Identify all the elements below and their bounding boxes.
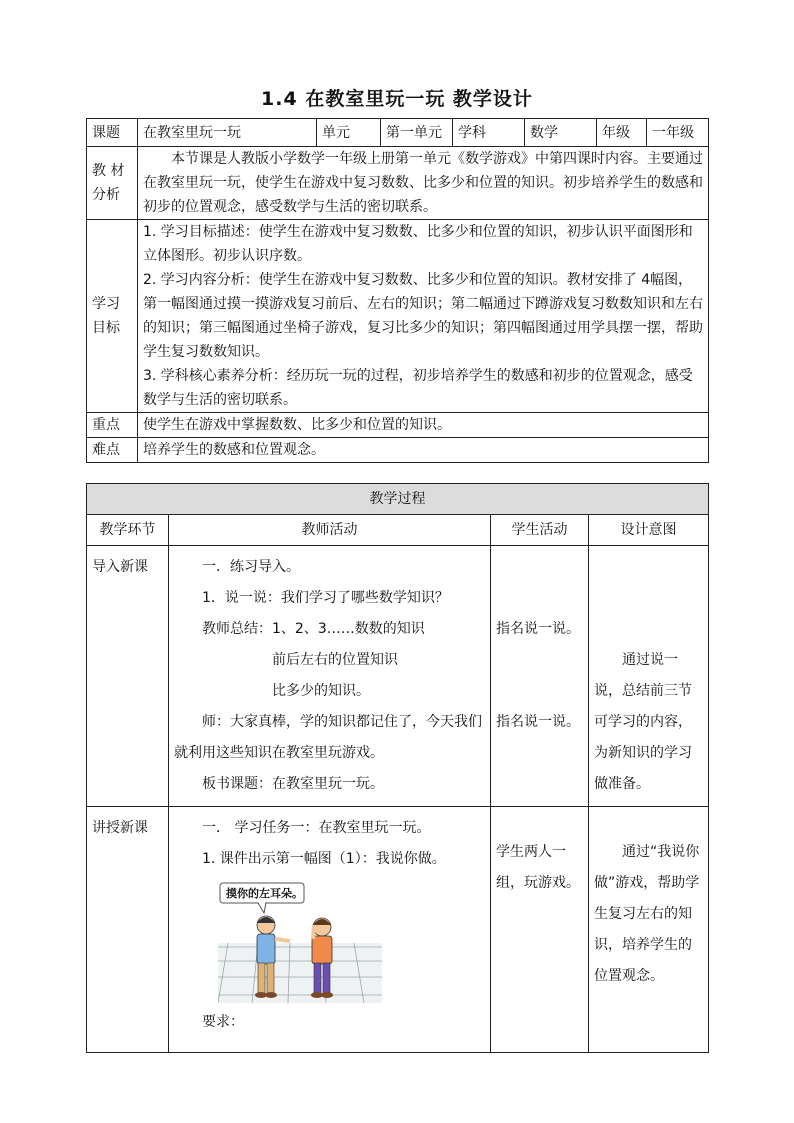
lesson-label: 课题 bbox=[87, 119, 138, 147]
intro-line-5: 比多少的知识。 bbox=[272, 683, 370, 699]
intro-line-7: 就利用这些知识在教室里玩游戏。 bbox=[174, 745, 384, 761]
header-intent: 设计意图 bbox=[589, 515, 709, 546]
intro-student-1: 指名说一说。 bbox=[496, 621, 580, 637]
figure-caption: 摸你的左耳朵。 bbox=[226, 887, 303, 900]
header-teacher: 教师活动 bbox=[169, 515, 491, 546]
material-label: 教 材 分析 bbox=[87, 147, 138, 220]
grade-value: 一年级 bbox=[647, 119, 709, 147]
material-text: 本节课是人教版小学数学一年级上册第一单元《数学游戏》中第四课时内容。主要通过在教室里玩一玩，使学生在游戏中复习数数、比多少和位置的知识。初步培养学生的数感和初步的位置观念，感受数学与生活的密切联系。 bbox=[138, 147, 709, 220]
classroom-illustration bbox=[218, 881, 382, 1003]
subject-label: 学科 bbox=[453, 119, 525, 147]
lesson-info-table bbox=[86, 118, 709, 463]
key-point-text: 使学生在游戏中掌握数数、比多少和位置的知识。 bbox=[138, 413, 709, 438]
key-point-label: 重点 bbox=[87, 413, 138, 438]
lesson-value: 在教室里玩一玩 bbox=[138, 119, 317, 147]
unit-value: 第一单元 bbox=[381, 119, 453, 147]
goal-item-1: 1. 学习目标描述：使学生在游戏中复习数数、比多少和位置的知识，初步认识平面图形和立体图形。初步认识序数。 bbox=[143, 224, 693, 264]
intro-student-2: 指名说一说。 bbox=[496, 714, 580, 730]
intro-line-4: 前后左右的位置知识 bbox=[272, 652, 398, 668]
goal-item-2: 2. 学习内容分析：使学生在游戏中复习数数、比多少和位置的知识。教材安排了 4幅图，第一幅图通过摸一摸游戏复习前后、左右的知识；第二幅通过下蹲游戏复习数数知识和左右的知识；第三幅图通过坐椅子游戏，复习比多少的知识；第四幅图通过用学具摆一摆，帮助学生复习数数知识。 bbox=[143, 272, 703, 360]
stage-teach: 讲授新课 bbox=[87, 807, 169, 1053]
goals-label: 学习 目标 bbox=[87, 220, 138, 413]
intro-line-8: 板书课题：在教室里玩一玩。 bbox=[202, 776, 384, 792]
intro-line-2: 1．说一说：我们学习了哪些数学知识？ bbox=[202, 590, 449, 606]
header-student: 学生活动 bbox=[491, 515, 589, 546]
difficulty-label: 难点 bbox=[87, 438, 138, 463]
teach-student: 学生两人一组，玩游戏。 bbox=[496, 844, 580, 891]
intro-line-6: 师：大家真棒，学的知识都记住了，今天我们 bbox=[202, 714, 482, 730]
teach-intent: 通过“我说你做”游戏，帮助学生复习左右的知识，培养学生的位置观念。 bbox=[594, 844, 700, 984]
teach-line-3: 要求： bbox=[202, 1014, 244, 1030]
intro-line-1: 一．练习导入。 bbox=[202, 559, 300, 575]
stage-intro: 导入新课 bbox=[87, 546, 169, 807]
difficulty-text: 培养学生的数感和位置观念。 bbox=[138, 438, 709, 463]
goal-item-3: 3. 学科核心素养分析：经历玩一玩的过程，初步培养学生的数感和初步的位置观念，感受数学与生活的密切联系。 bbox=[143, 368, 693, 408]
intro-intent: 通过说一说，总结前三节可学习的内容，为新知识的学习做准备。 bbox=[594, 652, 692, 792]
intro-line-3: 教师总结：1、2、3……数数的知识 bbox=[202, 621, 425, 637]
two-children-illustration bbox=[218, 881, 382, 1003]
teach-line-2: 1. 课件出示第一幅图（1）：我说你做。 bbox=[202, 851, 446, 867]
grade-label: 年级 bbox=[597, 119, 647, 147]
teaching-process-table bbox=[86, 483, 709, 1053]
subject-value: 数学 bbox=[525, 119, 597, 147]
teach-line-1: 一． 学习任务一：在教室里玩一玩。 bbox=[202, 820, 431, 836]
process-band: 教学过程 bbox=[87, 484, 709, 515]
page-title: 1.4 在教室里玩一玩 教学设计 bbox=[261, 88, 533, 110]
header-stage: 教学环节 bbox=[87, 515, 169, 546]
unit-label: 单元 bbox=[317, 119, 381, 147]
